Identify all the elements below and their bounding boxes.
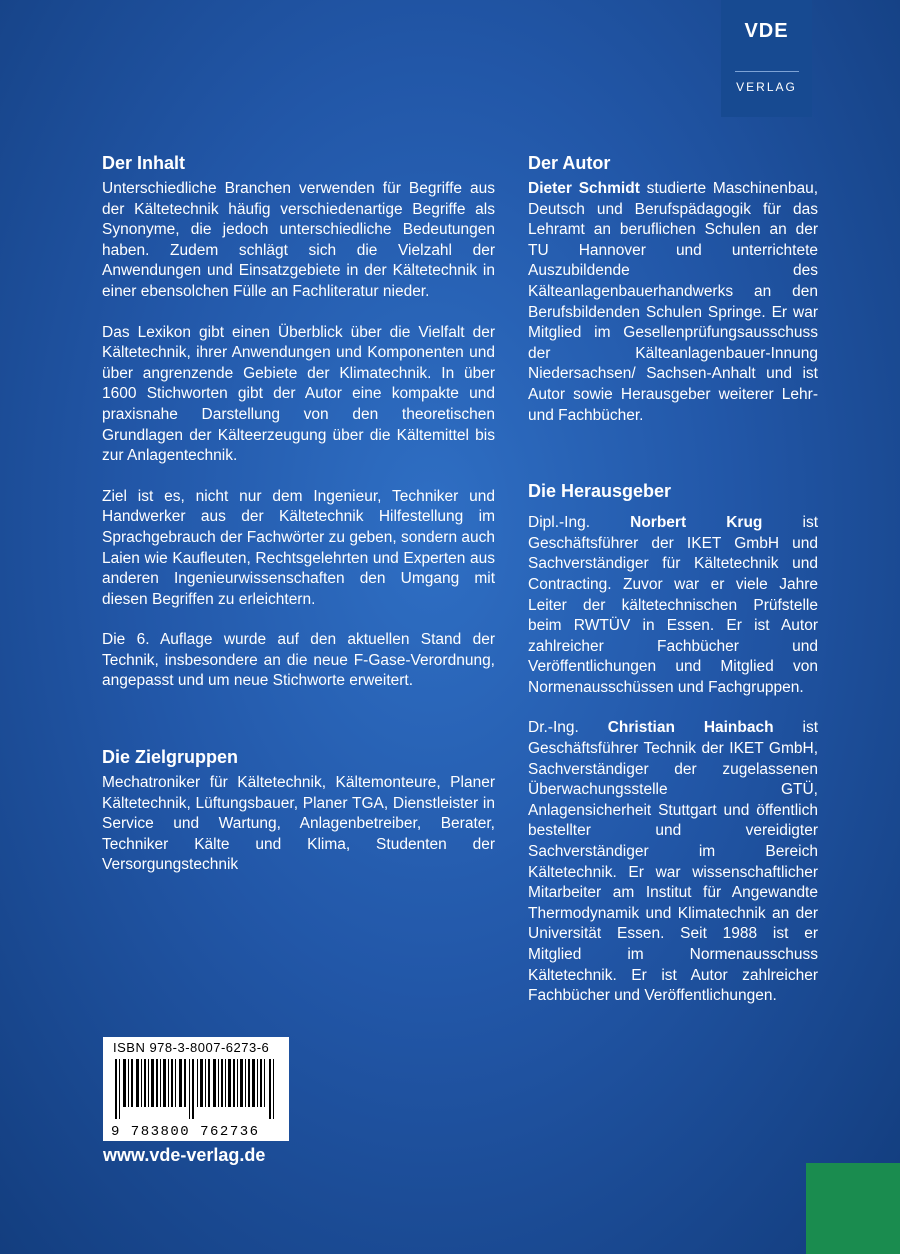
editor1-prefix: Dipl.-Ing. [528,514,631,532]
green-corner-block [806,1163,900,1254]
logo-text: VDE [744,20,789,42]
autor-text [528,179,818,426]
inhalt-paragraph-2: Das Lexikon gibt einen Überblick über die Vielfalt der Kältetechnik, ihrer Anwendungen und Komponenten und über angrenzende Gebiete der Klimatechnik. In über 1600 Stichworten gibt der Autor eine kompakte und praxisnahe Darstellung von den theoretischen Grundlagen der Kälteerzeugung über die Kältemittel bis zur Anlagentechnik. [102,323,495,465]
autor-name: Dieter Schmidt [528,180,640,197]
logo-divider [735,71,799,72]
autor-heading: Der Autor [528,153,611,173]
zielgruppen-text: Mechatroniker für Kältetechnik, Kältemonteure, Planer Kältetechnik, Lüftungsbauer, Planer TGA, Dienstleister in Service und Wartung, Anlagenbetreiber, Berater, Techniker Kälte und Klima, Studenten der Versorgungstechnik [102,774,495,874]
publisher-url[interactable]: www.vde-verlag.de [103,1145,266,1165]
editor2-name: Christian Hainbach [607,719,774,737]
vde-logo [721,0,812,117]
inhalt-paragraph-1: Unterschiedliche Branchen verwenden für Begriffe aus der Kältetechnik häufig verschiedenartige Begriffe als Synonyme, die jedoch unterschiedliche Bedeutungen haben. Zudem schlägt sich die Vielzahl der Anwendungen und Einsatzgebiete in der Kältetechnik in einer ebensolchen Fülle an Fachliteratur nieder. [102,180,495,300]
editor1-bio: ist Geschäftsführer der IKET GmbH und Sachverständiger für Kältetechnik und Contracting. Zuvor war er viele Jahre Leiter der kältetechnischen Prüfstelle beim RWTÜV in Essen. Er ist Autor zahlreicher Fachbücher und Veröffentlichungen und Mitglied von Normenausschüssen und Fachgruppen. [528,514,818,696]
zielgruppen-heading: Die Zielgruppen [102,747,239,768]
autor-bio: studierte Maschinenbau, Deutsch und Berufspädagogik für das Lehramt an beruflichen Schulen an der TU Hannover und unterrichtete Auszubildende des Kälteanlagenbauerhandwerks an den Berufsbildenden Schulen Springe. Er war Mitglied im Gesellenprüfungsausschuss der Kälteanlagenbauer-Innung Niedersachsen/ Sachsen-Anhalt und ist Autor sowie Herausgeber weiterer Lehr- und Fachbücher. [528,180,819,424]
left-column [102,150,495,876]
isbn-label: ISBN 978-3-8007-6273-6 [113,1040,270,1055]
editor2-text [528,718,818,1006]
editor1-text [528,513,818,698]
editor1-name: Norbert Krug [630,514,763,532]
inhalt-heading: Der Inhalt [102,153,186,173]
logo-subtext: VERLAG [736,80,797,94]
right-column [528,150,818,1007]
editor2-prefix: Dr.-Ing. [528,719,608,737]
barcode-digits: 9 783800 762736 [111,1124,260,1140]
editor2-bio: ist Geschäftsführer Technik der IKET GmbH, Sachverständiger der zugelassenen Überwachungsstelle GTÜ, Anlagensicherheit Stuttgart und öffentlich bestellter und vereidigter Sachverständiger im Bereich Kältetechnik. Er war wissenschaftlicher Mitarbeiter am Institut für Angewandte Thermodynamik und Klimatechnik an der Universität Essen. Seit 1988 ist er Mitglied im Normenausschuss Kältetechnik. Er ist Autor zahlreicher Fachbücher und Veröffentlichungen. [528,719,818,1005]
inhalt-paragraph-4: Die 6. Auflage wurde auf den aktuellen Stand der Technik, insbesondere an die neue F-Gase-Verordnung, angepasst und um neue Stichworte erweitert. [102,631,495,690]
herausgeber-heading: Die Herausgeber [528,481,672,502]
inhalt-paragraph-3: Ziel ist es, nicht nur dem Ingenieur, Techniker und Handwerker aus der Kältetechnik Hilfestellung im Sprachgebrauch der Fachwörter zu geben, sondern auch Laien wie Kaufleuten, Rechtsgelehrten und Experten aus anderen Ingenieurwissenschaften den Umgang mit diesen Begriffen zu erleichtern. [102,487,495,608]
isbn-barcode-box [103,1037,289,1141]
barcode-icon [113,1059,279,1123]
